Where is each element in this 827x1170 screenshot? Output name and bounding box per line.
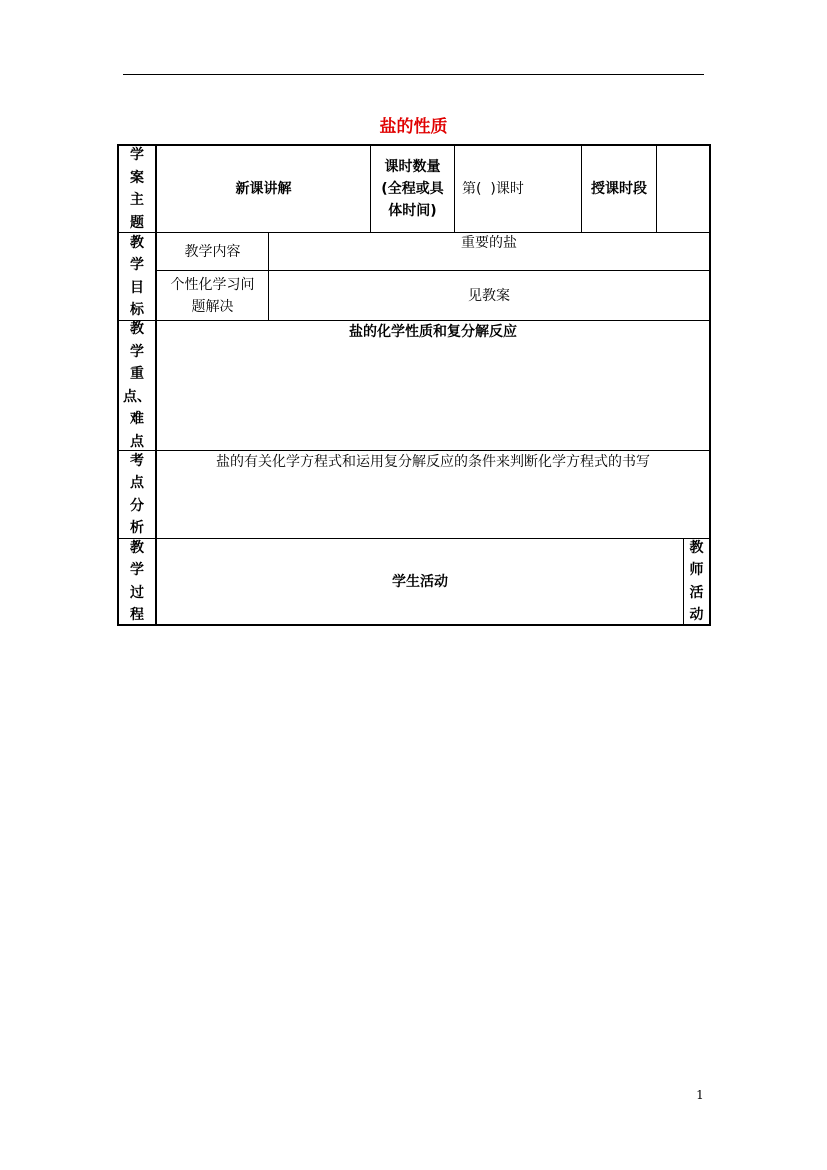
exam-analysis-value: 盐的有关化学方程式和运用复分解反应的条件来判断化学方程式的书写 [216, 454, 650, 470]
table-border-right [709, 144, 711, 626]
label-process: 教 学 过 程 [130, 539, 144, 623]
page-title: 盐的性质 [379, 117, 448, 137]
label-exam-analysis: 考 点 分 析 [130, 452, 144, 536]
table-border-bottom [117, 624, 711, 626]
content-value: 重要的盐 [461, 235, 517, 251]
content-label: 教学内容 [184, 243, 241, 260]
header-rule [123, 74, 704, 75]
period-label: 授课时段 [591, 181, 647, 197]
hours-label: 课时数量 (全程或具 体时间) [381, 159, 444, 219]
student-activity: 学生活动 [392, 573, 448, 590]
page-number: 1 [696, 1088, 704, 1102]
label-key-points: 教 学 重 点、 难 点 [123, 321, 151, 450]
personal-label: 个性化学习问 题解决 [170, 276, 255, 315]
label-goal: 教 学 目 标 [130, 234, 144, 318]
period-value [657, 146, 709, 232]
label-subject: 学 案 主 题 [130, 147, 144, 231]
key-points-value: 盐的化学性质和复分解反应 [349, 324, 517, 340]
hours-value: 第( )课时 [462, 181, 524, 197]
personal-value: 见教案 [468, 287, 510, 304]
lesson-type: 新课讲解 [235, 181, 292, 197]
teacher-activity: 教 师 活 动 [689, 539, 704, 623]
